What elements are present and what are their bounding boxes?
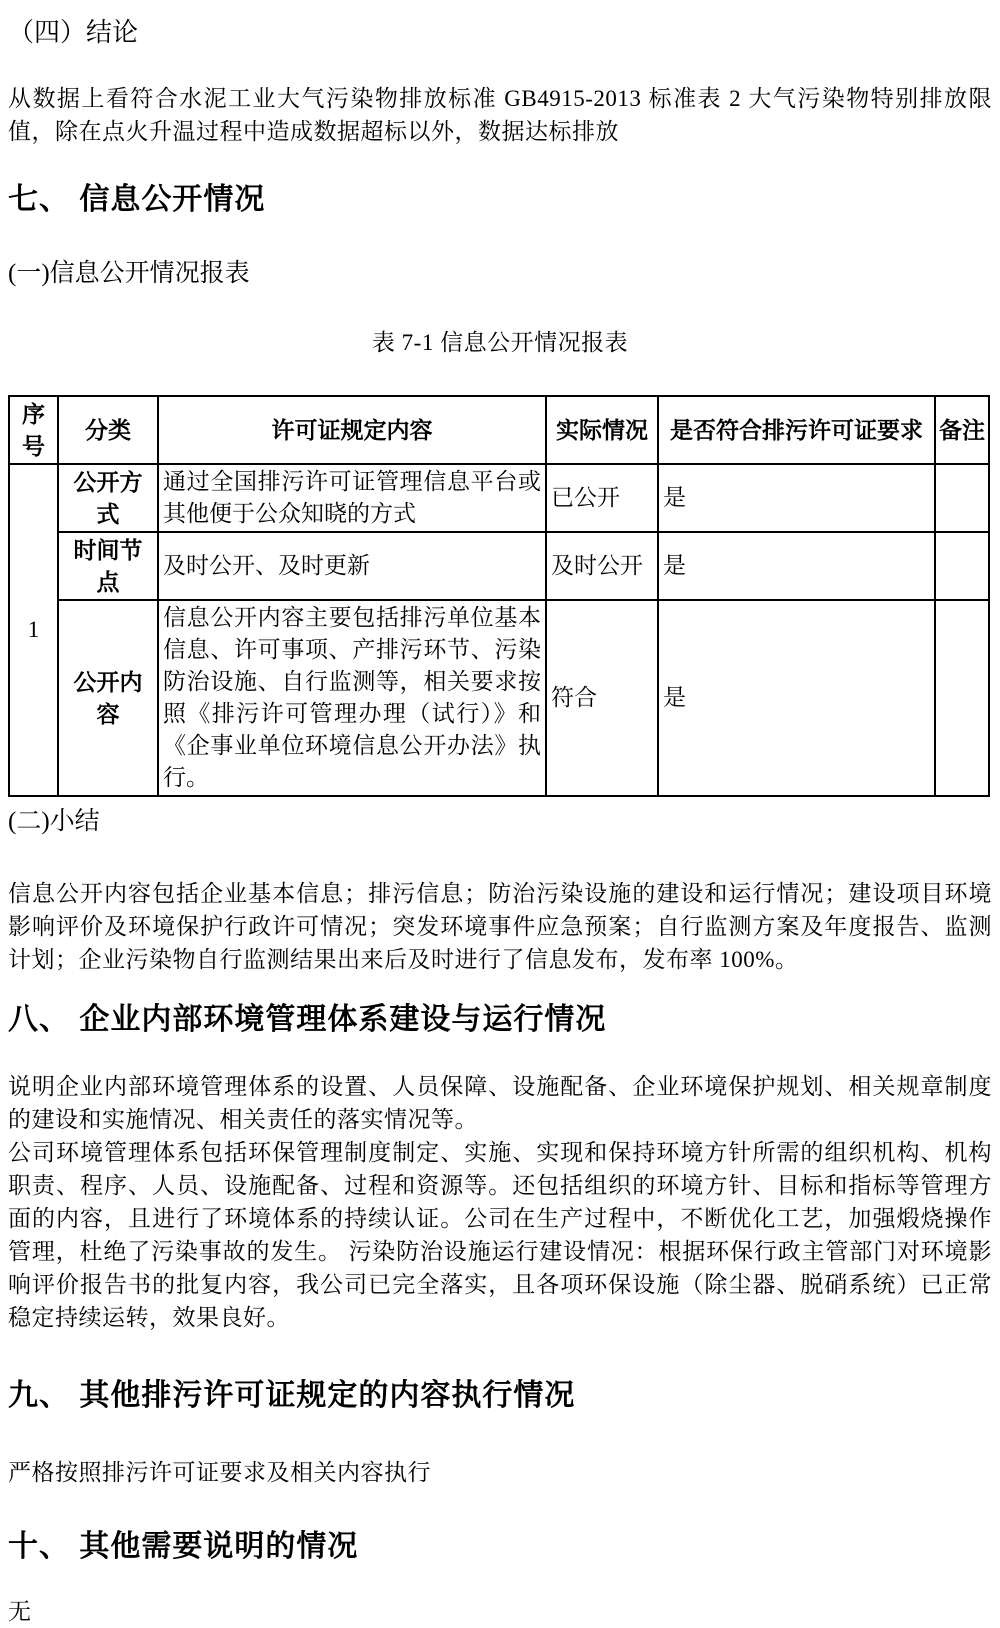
category-cell: 公开方式 [58,464,158,532]
section10-paragraph: 无 [8,1599,32,1625]
category-cell: 时间节点 [58,532,158,600]
remark-cell [935,532,989,600]
header-seq: 序号 [9,396,58,464]
section7-sub2-heading: (二)小结 [8,808,100,836]
section8-paragraph-2: 公司环境管理体系包括环保管理制度制定、实施、实现和保持环境方针所需的组织机构、机构职责、程序、人员、设施配备、过程和资源等。还包括组织的环境方针、目标和指标等管理方面的内容，且进行了环境体系的持续认证。公司在生产过程中，不断优化工艺，加强煅烧操作管理，杜绝了污染事故的发生。 污染防治设施运行建设情况：根据环保行政主管部门对环境影响评价报告书的批复内容，我公司已完全落实，且各项环保设施（除尘器、脱硝系统）已正常稳定持续运转，效果良好。 [8,1140,992,1331]
actual-cell: 及时公开 [546,532,658,600]
header-content: 许可证规定内容 [158,396,546,464]
header-actual: 实际情况 [546,396,658,464]
info-disclosure-table [8,395,990,797]
comply-cell: 是 [658,532,935,600]
comply-cell: 是 [658,600,935,796]
table-row [9,464,989,532]
header-remark: 备注 [935,396,989,464]
table-7-1-caption: 表 7-1 信息公开情况报表 [371,330,629,355]
section7-sub1-heading: (一)信息公开情况报表 [8,260,250,287]
section7-heading: 七、 信息公开情况 [8,183,266,216]
actual-cell: 符合 [546,600,658,796]
table-header-row [9,396,989,464]
content-cell: 通过全国排污许可证管理信息平台或其他便于公众知晓的方式 [158,464,546,532]
table-row [9,532,989,600]
header-category: 分类 [58,396,158,464]
section4-conclusion-heading: （四）结论 [8,18,139,47]
comply-cell: 是 [658,464,935,532]
section8-paragraph-1: 说明企业内部环境管理体系的设置、人员保障、设施配备、企业环境保护规划、相关规章制度的建设和实施情况、相关责任的落实情况等。 [8,1074,992,1133]
section9-paragraph: 严格按照排污许可证要求及相关内容执行 [8,1460,431,1486]
content-cell: 信息公开内容主要包括排污单位基本信息、许可事项、产排污环节、污染防治设施、自行监测等，相关要求按照《排污许可管理办理（试行）》和《企事业单位环境信息公开办法》执行。 [158,600,546,796]
seq-cell: 1 [9,464,58,796]
section4-conclusion-paragraph: 从数据上看符合水泥工业大气污染物排放标准 GB4915-2013 标准表 2 大气污染物特别排放限值，除在点火升温过程中造成数据超标以外，数据达标排放 [8,86,992,144]
section10-heading: 十、 其他需要说明的情况 [8,1530,359,1564]
content-cell: 及时公开、及时更新 [158,532,546,600]
header-comply: 是否符合排污许可证要求 [658,396,935,464]
section9-heading: 九、 其他排污许可证规定的内容执行情况 [8,1379,576,1413]
actual-cell: 已公开 [546,464,658,532]
section8-heading: 八、 企业内部环境管理体系建设与运行情况 [8,1003,607,1037]
remark-cell [935,464,989,532]
section7-summary-paragraph: 信息公开内容包括企业基本信息；排污信息；防治污染设施的建设和运行情况；建设项目环境影响评价及环境保护行政许可情况；突发环境事件应急预案；自行监测方案及年度报告、监测计划；企业污染物自行监测结果出来后及时进行了信息发布，发布率 100%。 [8,881,992,973]
table-row [9,600,989,796]
remark-cell [935,600,989,796]
category-cell: 公开内容 [58,600,158,796]
